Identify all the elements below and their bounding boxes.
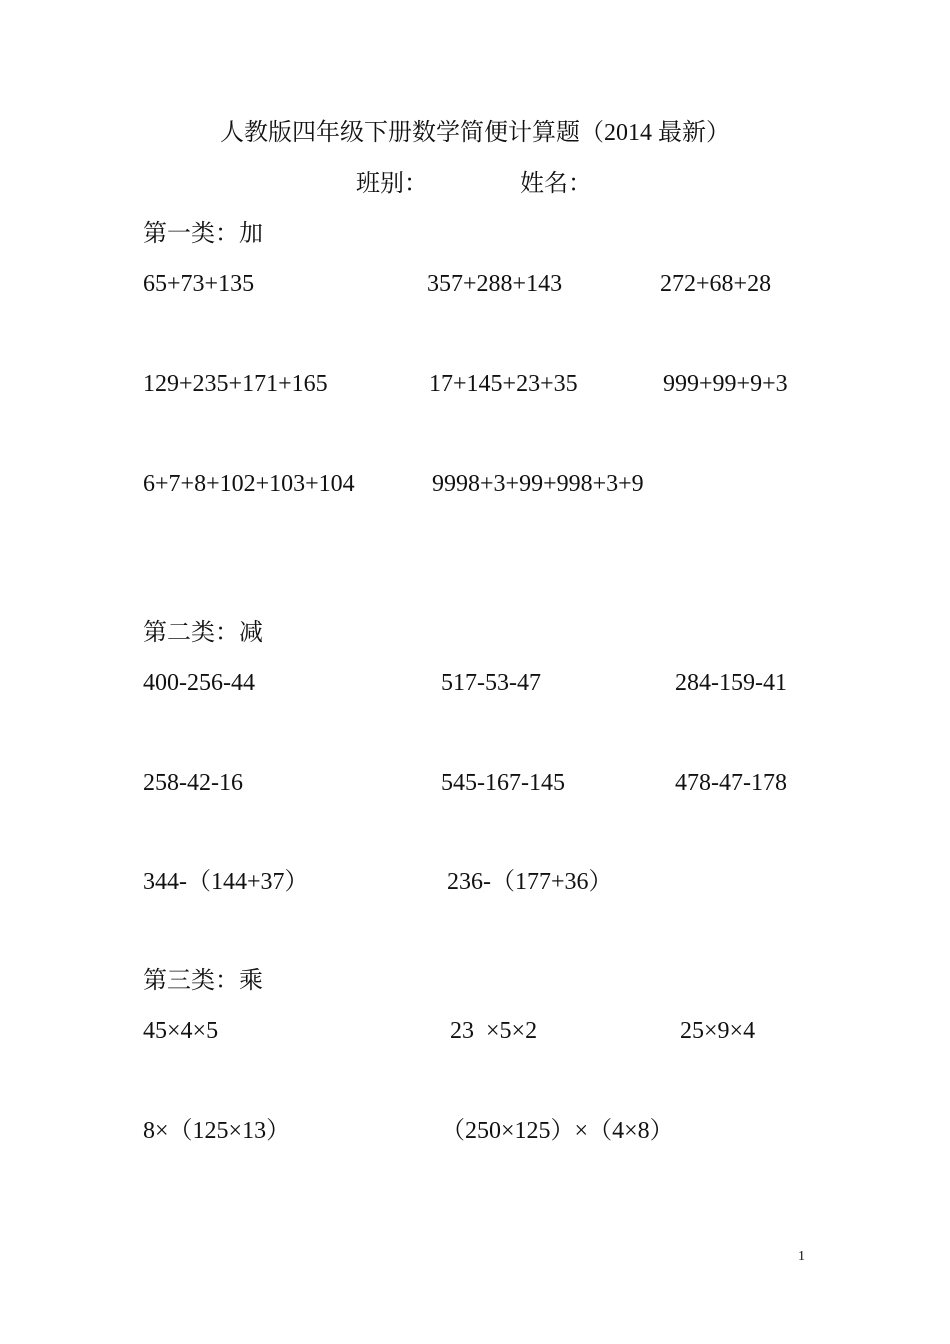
problem: 400-256-44 [143, 670, 255, 696]
problem: 999+99+9+3 [663, 371, 788, 397]
problem: 478-47-178 [675, 770, 787, 796]
problem: 8×（125×13） [143, 1118, 291, 1144]
problem: 545-167-145 [441, 770, 565, 796]
problem: 129+235+171+165 [143, 371, 328, 397]
problem: 9998+3+99+998+3+9 [432, 471, 644, 497]
problem: 23 ×5×2 [450, 1018, 538, 1044]
problem: 357+288+143 [427, 271, 563, 297]
page-title: 人教版四年级下册数学简便计算题（2014 最新） [220, 120, 730, 146]
problem: 6+7+8+102+103+104 [143, 471, 355, 497]
problem: 344-（144+37） [143, 869, 309, 895]
section-heading-multiplication: 第三类：乘 [143, 968, 263, 994]
class-label: 班别： [356, 171, 428, 197]
problem: （250×125）×（4×8） [441, 1118, 674, 1144]
problem: 258-42-16 [143, 770, 243, 796]
problem: 25×9×4 [680, 1018, 756, 1044]
section-heading-addition: 第一类：加 [143, 221, 263, 247]
problem: 272+68+28 [660, 271, 772, 297]
problem: 65+73+135 [143, 271, 255, 297]
page-number: 1 [798, 1249, 805, 1264]
problem: 45×4×5 [143, 1018, 219, 1044]
problem: 236-（177+36） [447, 869, 613, 895]
problem: 17+145+23+35 [429, 371, 578, 397]
problem: 284-159-41 [675, 670, 787, 696]
problem: 517-53-47 [441, 670, 541, 696]
section-heading-subtraction: 第二类：减 [143, 620, 263, 646]
name-label: 姓名： [520, 171, 592, 197]
